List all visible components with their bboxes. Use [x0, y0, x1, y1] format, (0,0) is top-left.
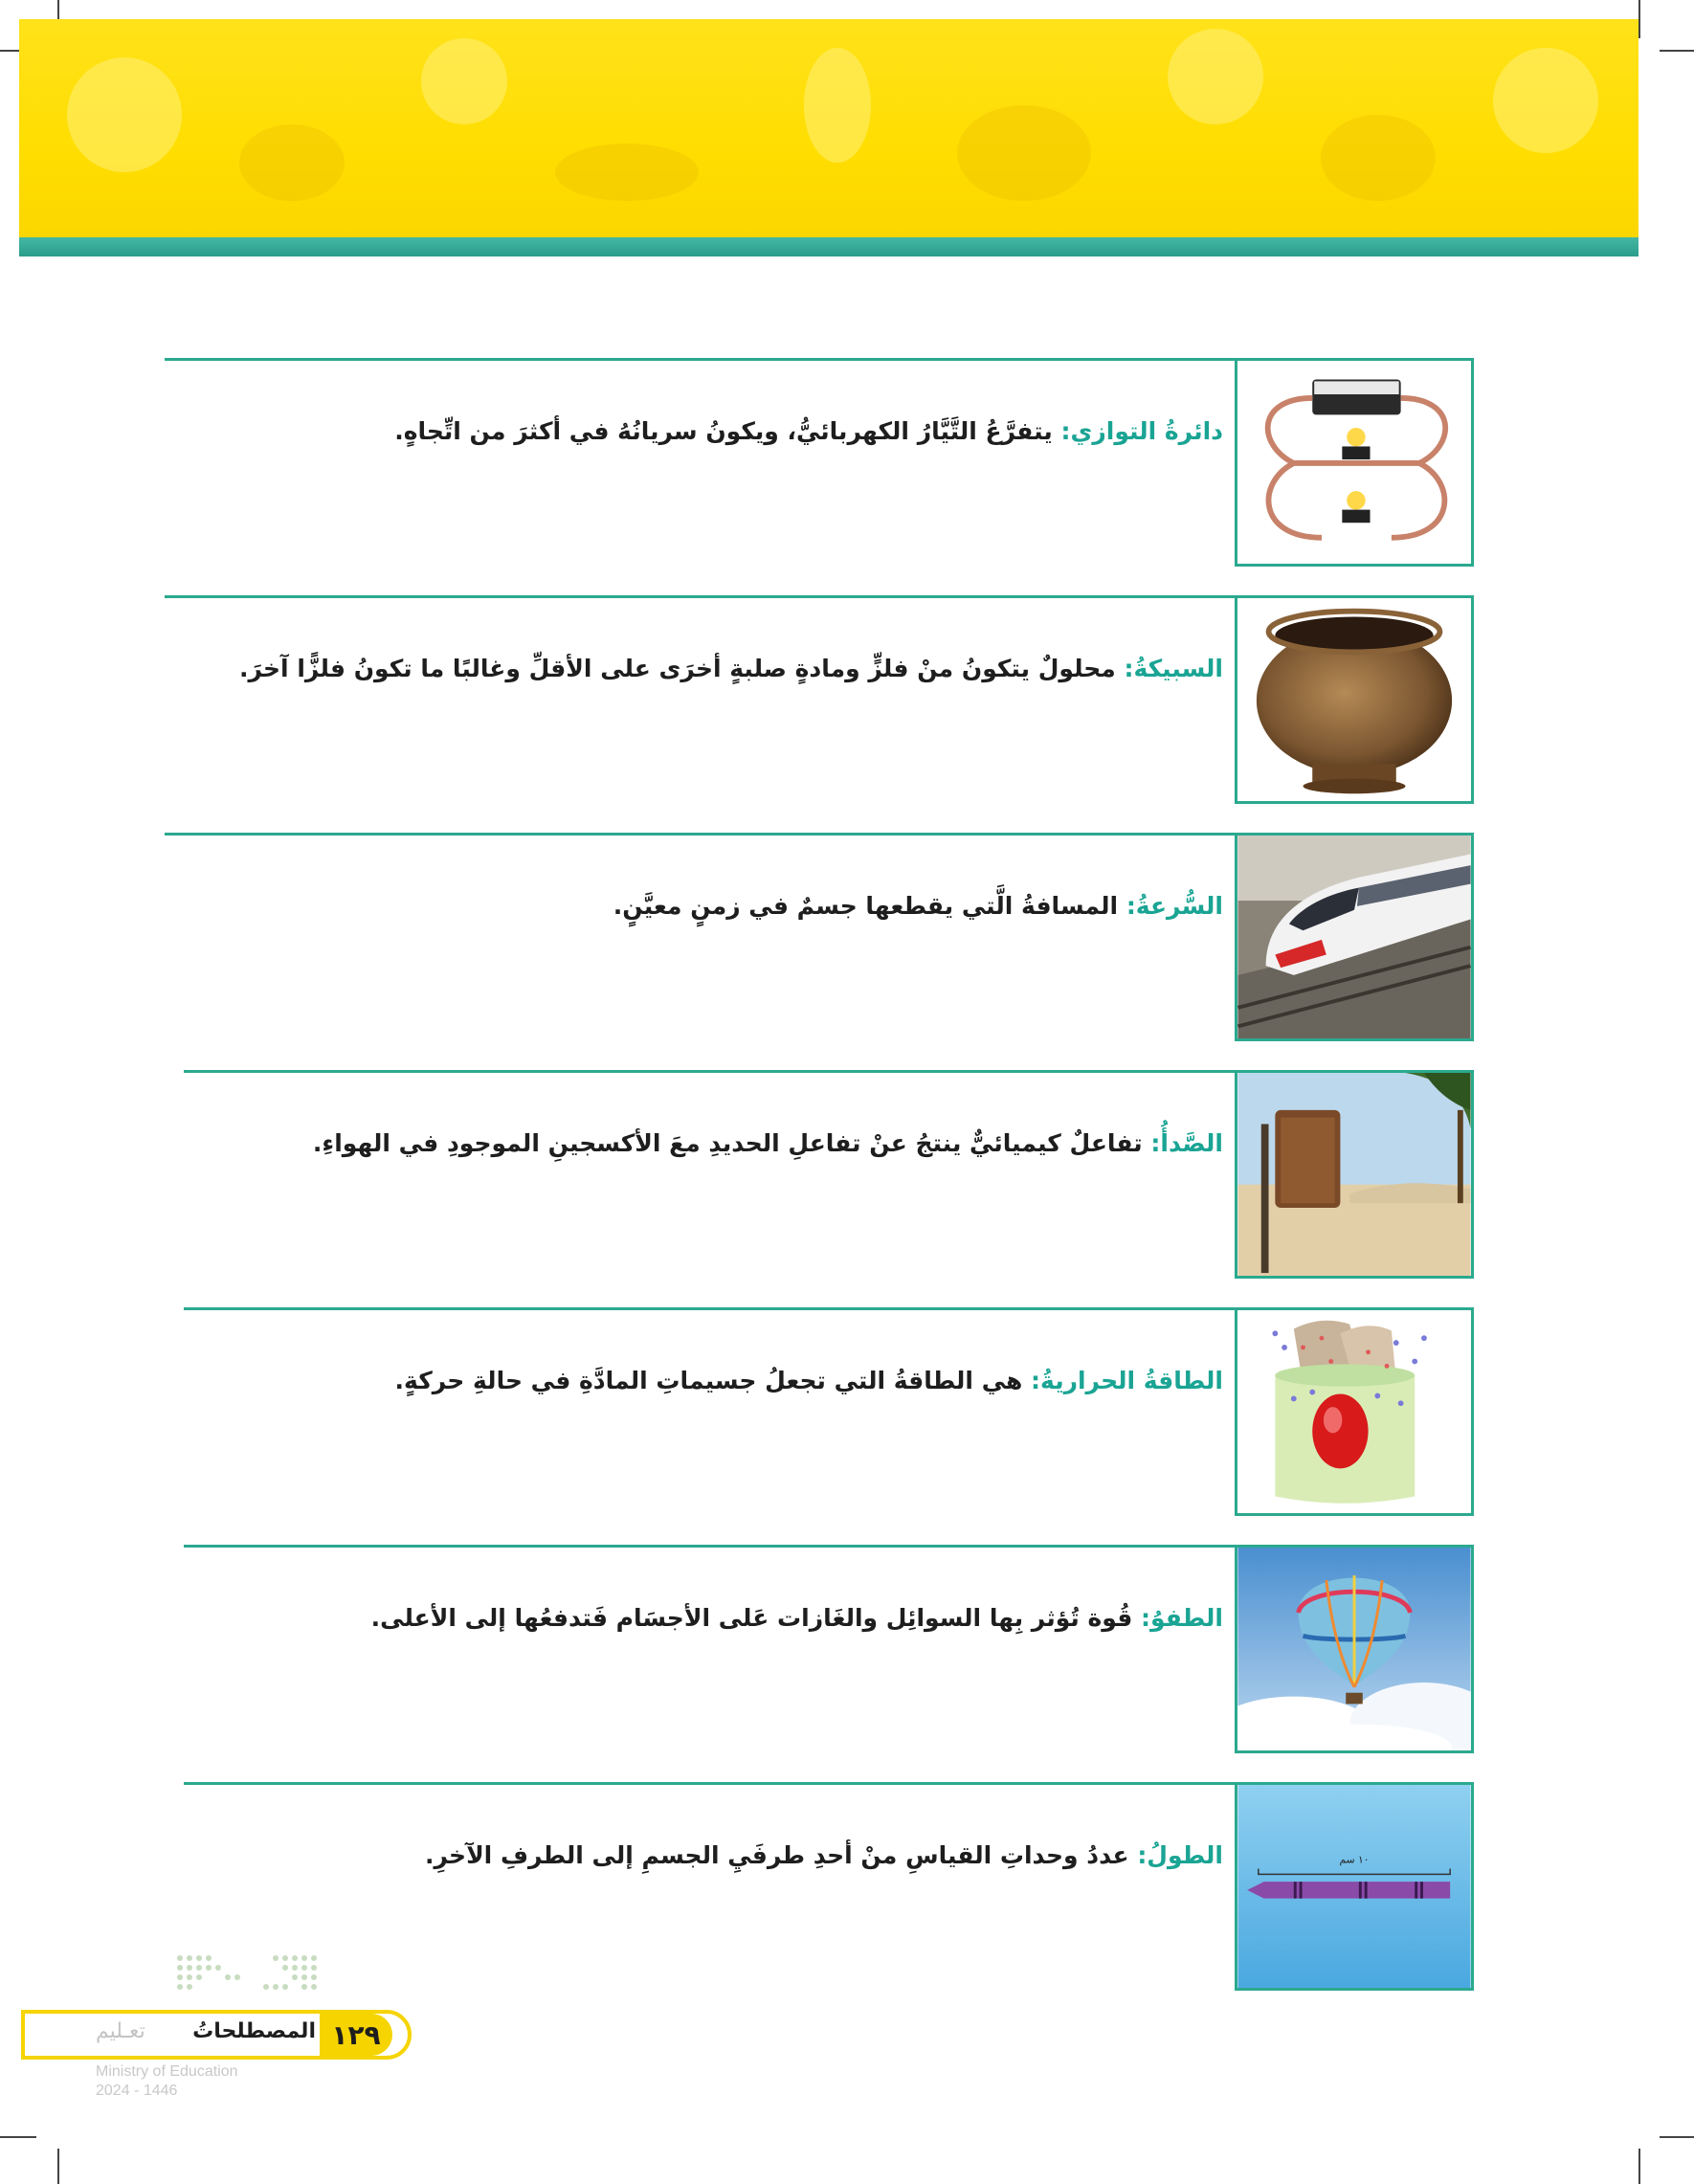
- banner-decoration: [1321, 115, 1436, 201]
- crayon-ruler-image: [1235, 1782, 1474, 1991]
- entry-definition: هي الطاقةُ التي تجعلُ جسيماتِ المادَّةِ في حالةِ حركةٍ.: [394, 1367, 1032, 1394]
- banner-decoration: [555, 144, 699, 201]
- glossary-entry: [165, 1545, 1474, 1755]
- page-number: ١٢٩: [320, 2014, 392, 2056]
- banner-decoration: [239, 124, 345, 201]
- glossary-entry: [165, 595, 1474, 806]
- entry-text: [184, 655, 1223, 682]
- toaster-image: [1235, 1307, 1474, 1516]
- header-banner: [19, 19, 1638, 249]
- entry-term: الطفوُ:: [1141, 1604, 1223, 1632]
- entry-term: الطاقةُ الحراريةُ:: [1031, 1367, 1223, 1394]
- entry-text: [184, 1841, 1223, 1869]
- brass-pot-image: [1235, 595, 1474, 804]
- parallel-circuit-image: [1235, 358, 1474, 567]
- entry-text: [184, 1604, 1223, 1632]
- glossary-entry: [165, 1307, 1474, 1518]
- entry-definition: يتفرَّعُ التَّيَّارُ الكهربائيُّ، ويكونُ سريانُهُ في أكثرَ من اتِّجاهٍ.: [394, 417, 1061, 445]
- banner-decoration: [1493, 48, 1598, 153]
- entry-definition: المسافةُ الَّتي يقطعها جسمٌ في زمنٍ معيَّنٍ.: [613, 892, 1126, 920]
- entry-term: السبيكةُ:: [1124, 655, 1223, 682]
- entry-term: الصَّدأُ:: [1150, 1129, 1223, 1157]
- entry-text: [184, 1129, 1223, 1157]
- banner-decoration: [1168, 29, 1263, 124]
- entry-text: [184, 417, 1223, 445]
- watermark-year: 2024 - 1446: [96, 2083, 178, 2099]
- crop-mark: [1660, 50, 1694, 52]
- banner-decoration: [804, 48, 871, 163]
- glossary-entry: [165, 358, 1474, 568]
- crop-mark: [0, 2136, 36, 2138]
- glossary-entry: [165, 1070, 1474, 1281]
- decorative-dots: [174, 1952, 337, 2000]
- hot-air-balloon-image: [1235, 1545, 1474, 1753]
- crop-mark: [1638, 0, 1640, 38]
- entry-text: [184, 892, 1223, 920]
- glossary-entry: [165, 1782, 1474, 1993]
- crop-mark: [1660, 2136, 1694, 2138]
- glossary-entry: [165, 833, 1474, 1043]
- watermark-ministry: Ministry of Education: [96, 2063, 238, 2080]
- entry-term: السُّرعةُ:: [1126, 892, 1223, 920]
- high-speed-train-image: [1235, 833, 1474, 1041]
- banner-decoration: [421, 38, 507, 124]
- banner-decoration: [67, 57, 182, 172]
- banner-decoration: [957, 105, 1091, 201]
- entry-definition: عددُ وحداتِ القياسِ منْ أحدِ طرفَيِ الجسمِ إلى الطرفِ الآخرِ.: [425, 1841, 1138, 1869]
- entry-definition: تفاعلٌ كيميائيٌّ ينتجُ عنْ تفاعلِ الحديدِ معَ الأكسجينِ الموجودِ في الهواءِ.: [312, 1129, 1151, 1157]
- rusty-bin-image: [1235, 1070, 1474, 1279]
- entry-definition: محلولٌ يتكونُ منْ فلزٍّ ومادةٍ صلبةٍ أخرَى على الأقلِّ وغالبًا ما تكونُ فلزًّا آخرَ.: [238, 655, 1125, 682]
- crop-mark: [1638, 2149, 1640, 2184]
- entry-text: [184, 1367, 1223, 1394]
- entry-term: الطولُ:: [1137, 1841, 1223, 1869]
- crop-mark: [57, 2149, 59, 2184]
- ruler-label: ١٠ سم: [1339, 1853, 1370, 1866]
- entry-term: دائرةُ التوازي:: [1060, 417, 1223, 445]
- watermark-logo: تعـليم: [96, 2019, 145, 2043]
- section-title: المصطلحاتُ: [192, 2019, 316, 2043]
- entry-definition: قُوة تُؤثر بِها السوائِل والغَازات عَلى الأجسَام فَتدفعُها إلى الأعلى.: [370, 1604, 1142, 1632]
- header-divider: [19, 237, 1638, 256]
